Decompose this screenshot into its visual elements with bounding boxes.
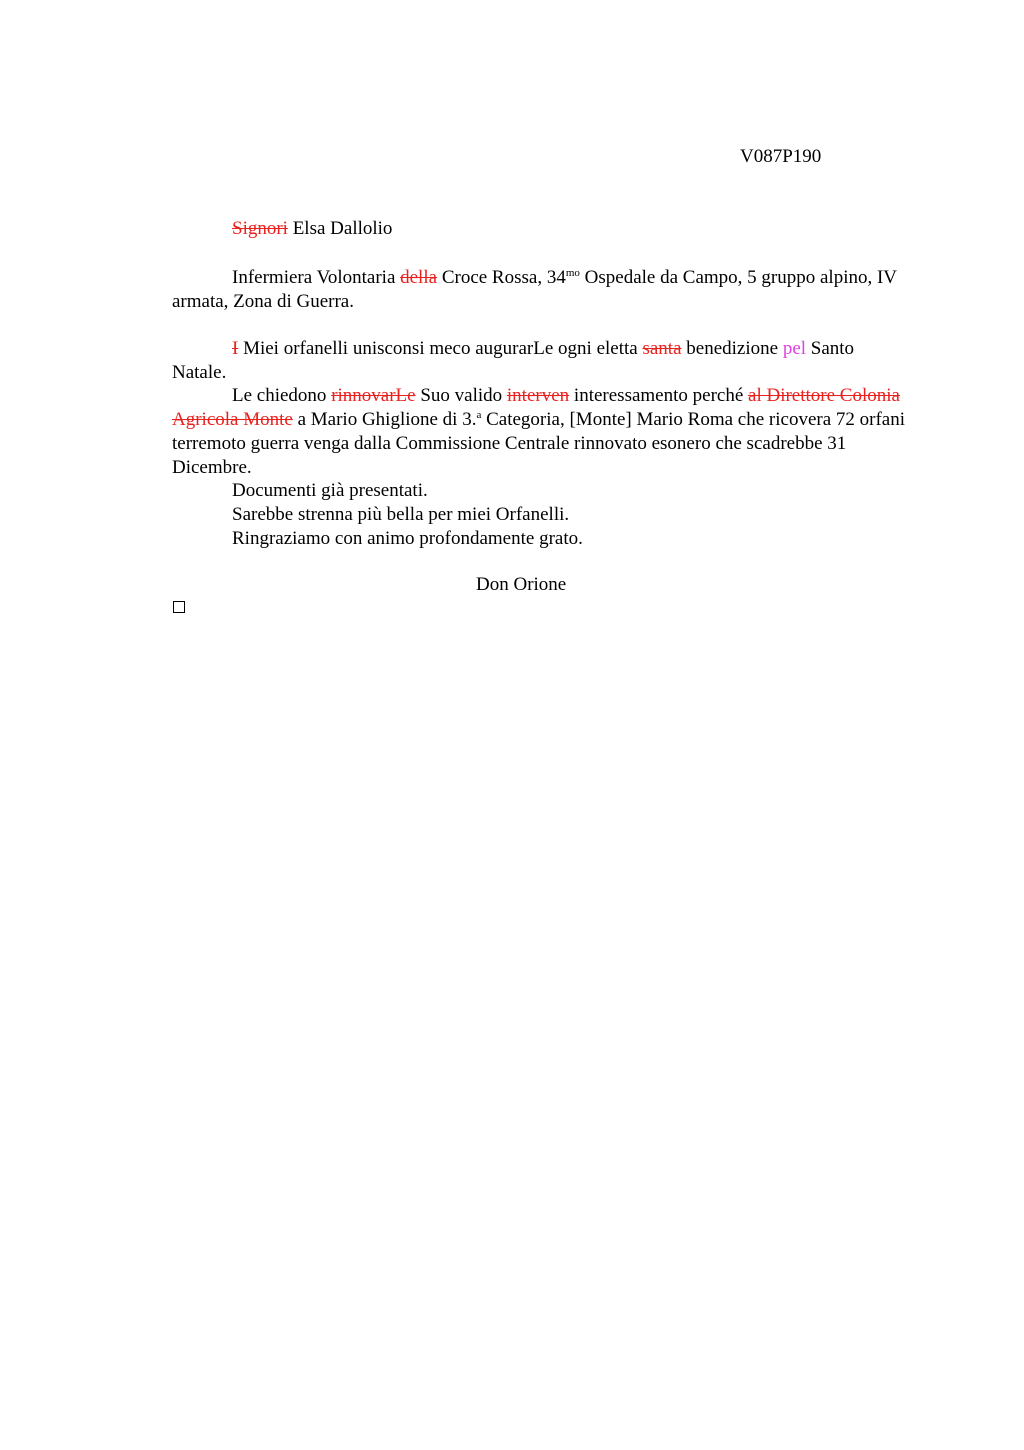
deleted-text: santa (642, 338, 682, 359)
paragraph (172, 337, 912, 384)
deleted-text: al Direttore Colonia Agricola Monte (172, 385, 900, 431)
deleted-text: rinnovarLe (331, 385, 416, 407)
body-text: Suo valido (420, 385, 503, 407)
superscript: a (476, 409, 482, 422)
superscript: mo (565, 267, 580, 279)
deleted-text: interven (506, 385, 570, 407)
body-text: Categoria, [Monte] Mario Roma che ricovera 72 orfani terremoto guerra venga dalla Commissione Centrale rinnovato esonero che scadrebbe 31 Dicembre. (172, 409, 906, 478)
body-text: interessamento perché (573, 385, 744, 407)
paragraph: Sarebbe strenna più bella per miei Orfanelli. (232, 503, 570, 525)
address-text: Infermiera Volontaria (232, 267, 396, 288)
signature: Don Orione (476, 574, 567, 595)
body-text: benedizione (686, 338, 779, 359)
end-marker-box (173, 601, 185, 613)
deleted-text: della (400, 267, 438, 288)
body-text: Santo Natale. (172, 338, 855, 383)
letter-body (172, 337, 912, 550)
body-text: Le chiedono (232, 385, 327, 407)
address-text: Ospedale da Campo, 5 gruppo alpino, IV armata, Zona di Guerra. (172, 267, 897, 312)
inserted-text: pel (782, 338, 807, 359)
recipient-name: Elsa Dallolio (292, 218, 393, 239)
body-text: a Mario Ghiglione di 3. (297, 409, 477, 431)
deleted-text: Signori (232, 218, 288, 239)
address-text: Croce Rossa, 34 (441, 267, 566, 288)
recipient-address (172, 266, 912, 313)
paragraph (172, 384, 912, 479)
paragraph: Documenti già presentati. (232, 480, 428, 502)
deleted-text: I (232, 338, 239, 359)
paragraph: Ringraziamo con animo profondamente grato. (232, 527, 583, 549)
document-id: V087P190 (740, 146, 822, 167)
recipient-line (172, 217, 912, 241)
body-text: Miei orfanelli unisconsi meco augurarLe ogni eletta (243, 338, 638, 359)
